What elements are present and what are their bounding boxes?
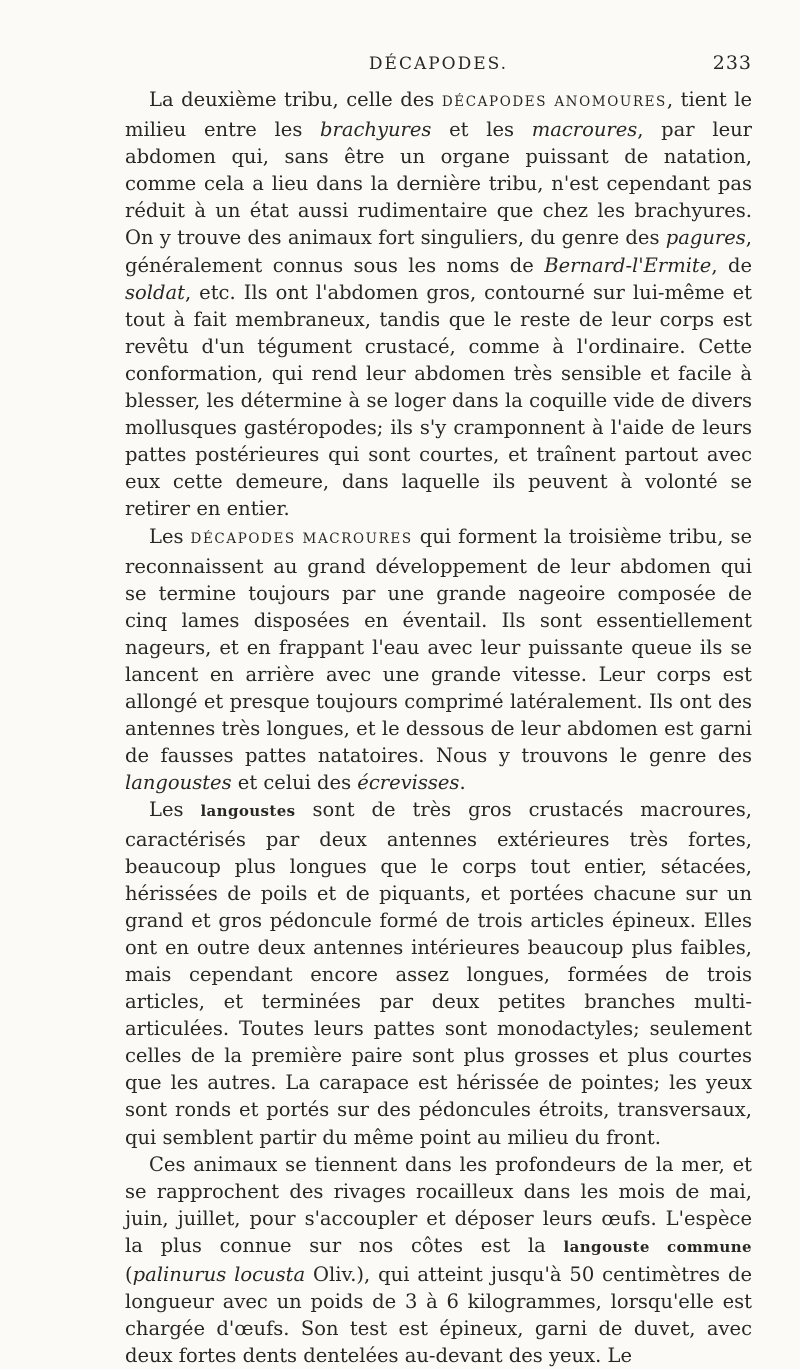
text-run: Les (149, 524, 191, 548)
italic-term: soldat (125, 280, 185, 304)
italic-term: palinurus locusta (132, 1263, 306, 1287)
text-run: , par leur abdomen qui, sans être un organe puissant de natation, comme cela a lieu dans la dernière tribu, n'est cependant pas réduit à un état aussi rudimentaire que chez les brachyures. On y trouve des animaux fort singuliers, du genre des (125, 118, 752, 250)
text-run: , etc. Ils ont l'abdomen gros, contourné sur lui-même et tout à fait membraneux, tandis que le reste de leur corps est revêtu d'un tégument crustacé, comme à l'ordinaire. Cette conformation, qui rend leur abdomen très sensible et facile à blesser, les détermine à se loger dans la coquille vide de divers mollusques gastéropodes; ils s'y cramponnent à l'aide de leurs pattes postérieures qui sont courtes, et traînent partout avec eux cette demeure, dans laquelle ils peuvent à volonté se retirer en entier. (125, 280, 752, 521)
text-run: Oliv.), qui atteint jusqu'à 50 centimètres de longueur avec un poids de 3 à 6 kilogrammes, lorsqu'elle est chargée d'œufs. Son test est épineux, garni de duvet, avec deux fortes dents dentelées au-devant des yeux. Le (125, 1263, 752, 1368)
text-run: Ces animaux se tiennent dans les profondeurs de la mer, et se rapprochent des rivages rocailleux dans les mois de mai, juin, juillet, pour s'accoupler et déposer leurs œufs. L'espèce la plus connue sur nos côtes est la (125, 1152, 752, 1257)
paragraph-macroures (125, 523, 752, 797)
text-run: Les (149, 798, 201, 822)
italic-term: écrevisses (357, 771, 460, 795)
text-run: , généralement connus sous les noms de (125, 226, 752, 277)
bold-term: langouste commune (563, 1237, 752, 1256)
small-caps-term: DÉCAPODES ANOMOURES (441, 94, 667, 110)
running-head (125, 52, 752, 86)
page-number: 233 (712, 52, 752, 74)
small-caps-term: DÉCAPODES MACROURES (190, 530, 413, 547)
text-run: , tient le milieu entre les (125, 88, 752, 142)
paragraph-habitat (125, 1151, 752, 1369)
paragraph-anomoures (125, 86, 752, 523)
bold-term: langoustes (200, 802, 296, 821)
text-run: . (459, 771, 466, 795)
text-run: , de (711, 253, 752, 277)
italic-term: brachyures (320, 118, 432, 142)
italic-term: macroures (531, 118, 638, 142)
text-run: qui forment la troisième tribu, se reconnaissent au grand développement de leur abdomen qui se termine toujours par une grande nageoire composée de cinq lames disposées en éventail. Ils sont essentiellement nageurs, et en frappant l'eau avec leur puissante queue ils se lancent en arrière avec une grande vitesse. Leur corps est allongé et presque toujours comprimé latéralement. Ils ont des antennes très longues, et le dessous de leur abdomen est garni de fausses pattes natatoires. Nous y trouvons le genre des (125, 524, 752, 768)
text-run: et celui des (231, 771, 358, 795)
text-run: ( (125, 1263, 133, 1287)
text-run: sont de très gros crustacés macroures, caractérisés par deux antennes extérieures très fortes, beaucoup plus longues que le corps tout entier, sétacées, hérissées de poils et de piquants, et portées chacune sur un grand et gros pédoncule formé de trois articles épineux. Elles ont en outre deux antennes intérieures beaucoup plus faibles, mais cependant encore assez longues, formées de trois articles, et terminées par deux petites branches multi-articulées. Toutes leurs pattes sont monodactyles; seulement celles de la première paire sont plus grosses et plus courtes que les autres. La carapace est hérissée de pointes; les yeux sont ronds et portés sur des pédoncules étroits, transversaux, qui semblent partir du même point au milieu du front. (125, 798, 752, 1149)
italic-term: pagures (665, 226, 746, 250)
paragraph-langoustes (125, 796, 752, 1150)
body-text (125, 86, 752, 1369)
text-run: et les (431, 118, 532, 142)
running-title: DÉCAPODES. (368, 54, 509, 74)
italic-term: Bernard-l'Ermite (544, 253, 712, 277)
text-run: La deuxième tribu, celle des (149, 88, 442, 111)
italic-term: langoustes (125, 771, 232, 795)
